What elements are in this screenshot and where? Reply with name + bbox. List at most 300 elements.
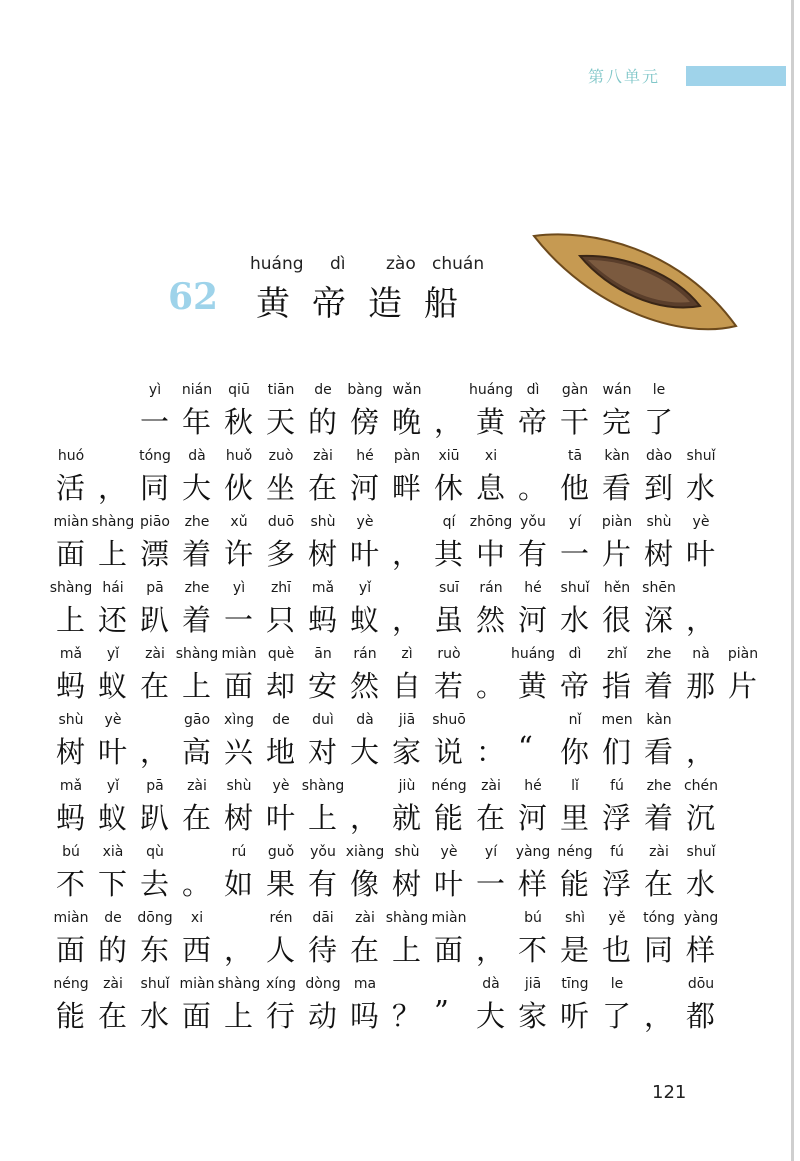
hanzi-char: 指 xyxy=(602,669,632,703)
hanzi-char: 上 xyxy=(392,933,422,967)
pinyin-syllable: men xyxy=(601,712,633,728)
pinyin-syllable: rú xyxy=(231,844,247,860)
pinyin-syllable: miàn xyxy=(53,514,89,530)
pinyin-syllable: xiū xyxy=(438,448,460,464)
pinyin-syllable: dà xyxy=(482,976,500,992)
pinyin-syllable: zhe xyxy=(184,580,210,596)
pinyin-syllable: huáng xyxy=(468,382,514,398)
hanzi-char: 虽 xyxy=(434,603,464,637)
hanzi-char: 兴 xyxy=(224,735,254,769)
hanzi-char: 浮 xyxy=(602,867,632,901)
pinyin-syllable: gāo xyxy=(183,712,211,728)
hanzi-char: 上 xyxy=(308,801,338,835)
pinyin-syllable: hé xyxy=(524,778,542,794)
pinyin-syllable: yǐ xyxy=(358,580,372,596)
hanzi-char: 完 xyxy=(602,405,632,439)
hanzi-char: 看 xyxy=(644,735,674,769)
hanzi-char: 河 xyxy=(518,603,548,637)
hanzi-char: 树 xyxy=(644,537,674,571)
text-line xyxy=(0,778,800,838)
hanzi-char: 深 xyxy=(644,603,674,637)
pinyin-syllable: pàn xyxy=(393,448,421,464)
pinyin-syllable: bàng xyxy=(347,382,383,398)
hanzi-char: 叶 xyxy=(686,537,716,571)
pinyin-syllable: yàng xyxy=(683,910,719,926)
hanzi-char: 大 xyxy=(350,735,380,769)
hanzi-char: 面 xyxy=(56,933,86,967)
hanzi-char: 安 xyxy=(308,669,338,703)
pinyin-syllable: hái xyxy=(102,580,124,596)
hanzi-char: 里 xyxy=(560,801,590,835)
pinyin-syllable: huáng xyxy=(510,646,556,662)
hanzi-char: 蚂 xyxy=(308,603,338,637)
hanzi-char: 在 xyxy=(182,801,212,835)
hanzi-char: 们 xyxy=(602,735,632,769)
pinyin-syllable: dì xyxy=(526,382,540,398)
pinyin-syllable: piàn xyxy=(601,514,633,530)
pinyin-syllable: xi xyxy=(484,448,498,464)
hanzi-char: 对 xyxy=(308,735,338,769)
hanzi-char: 家 xyxy=(392,735,422,769)
hanzi-char: 蚂 xyxy=(56,801,86,835)
hanzi-char: 秋 xyxy=(224,405,254,439)
pinyin-syllable: zhōng xyxy=(469,514,513,530)
hanzi-char: 漂 xyxy=(140,537,170,571)
hanzi-char: 一 xyxy=(476,867,506,901)
pinyin-syllable: wán xyxy=(602,382,632,398)
pinyin-syllable: yě xyxy=(608,910,626,926)
hanzi-char: ， xyxy=(140,735,170,769)
hanzi-char: 蚁 xyxy=(98,801,128,835)
pinyin-syllable: huó xyxy=(57,448,85,464)
hanzi-char: 水 xyxy=(686,471,716,505)
pinyin-syllable: zài xyxy=(649,844,669,860)
pinyin-syllable: yè xyxy=(356,514,374,530)
text-line xyxy=(0,382,800,442)
hanzi-char: 了 xyxy=(644,405,674,439)
hanzi-char: 息 xyxy=(476,471,506,505)
pinyin-syllable: zài xyxy=(145,646,165,662)
hanzi-char: 样 xyxy=(686,933,716,967)
pinyin-syllable: shàng xyxy=(217,976,261,992)
pinyin-syllable: nián xyxy=(181,382,213,398)
hanzi-char: 趴 xyxy=(140,603,170,637)
pinyin-syllable: yàng xyxy=(515,844,551,860)
text-line xyxy=(0,448,800,508)
hanzi-char: 。 xyxy=(182,867,212,901)
lesson-title: 黄帝造船 xyxy=(256,284,480,324)
hanzi-char: 能 xyxy=(434,801,464,835)
hanzi-char: 大 xyxy=(476,999,506,1033)
pinyin-syllable: pā xyxy=(146,580,164,596)
hanzi-char: 在 xyxy=(644,867,674,901)
pinyin-syllable: shù xyxy=(646,514,672,530)
unit-color-bar xyxy=(686,66,786,86)
pinyin-syllable: shàng xyxy=(301,778,345,794)
pinyin-syllable: dāi xyxy=(312,910,334,926)
hanzi-char: 上 xyxy=(56,603,86,637)
pinyin-syllable: yè xyxy=(692,514,710,530)
hanzi-char: 蚂 xyxy=(56,669,86,703)
hanzi-char: 片 xyxy=(728,669,758,703)
hanzi-char: 树 xyxy=(392,867,422,901)
hanzi-char: 上 xyxy=(224,999,254,1033)
pinyin-syllable: mǎ xyxy=(311,580,335,596)
boat-illustration xyxy=(530,228,740,340)
hanzi-char: 很 xyxy=(602,603,632,637)
pinyin-syllable: tiān xyxy=(267,382,295,398)
hanzi-char: 着 xyxy=(182,537,212,571)
hanzi-char: 行 xyxy=(266,999,296,1033)
pinyin-syllable: zhe xyxy=(646,778,672,794)
hanzi-char: 在 xyxy=(476,801,506,835)
pinyin-syllable: dà xyxy=(188,448,206,464)
hanzi-char: 是 xyxy=(560,933,590,967)
pinyin-syllable: miàn xyxy=(53,910,89,926)
pinyin-syllable: jiā xyxy=(524,976,542,992)
pinyin-syllable: mǎ xyxy=(59,646,83,662)
hanzi-char: 沉 xyxy=(686,801,716,835)
hanzi-char: 的 xyxy=(98,933,128,967)
hanzi-char: 片 xyxy=(602,537,632,571)
hanzi-char: “ xyxy=(518,730,533,764)
pinyin-syllable: le xyxy=(610,976,624,992)
hanzi-char: ， xyxy=(434,405,464,439)
pinyin-syllable: zhī xyxy=(270,580,292,596)
pinyin-syllable: yǒu xyxy=(310,844,336,860)
hanzi-char: 西 xyxy=(182,933,212,967)
hanzi-char: 帝 xyxy=(560,669,590,703)
pinyin-syllable: mǎ xyxy=(59,778,83,794)
text-line xyxy=(0,514,800,574)
pinyin-syllable: shàng xyxy=(49,580,93,596)
hanzi-char: 水 xyxy=(560,603,590,637)
pinyin-syllable: shuǐ xyxy=(140,976,170,992)
hanzi-char: 其 xyxy=(434,537,464,571)
title-pinyin-syllable: chuán xyxy=(432,254,485,274)
hanzi-char: 还 xyxy=(98,603,128,637)
hanzi-char: 活 xyxy=(56,471,86,505)
pinyin-syllable: què xyxy=(267,646,295,662)
pinyin-syllable: guǒ xyxy=(267,844,295,860)
pinyin-syllable: dōu xyxy=(687,976,715,992)
pinyin-syllable: zhǐ xyxy=(606,646,628,662)
pinyin-syllable: shuǐ xyxy=(686,448,716,464)
hanzi-char: 看 xyxy=(602,471,632,505)
pinyin-syllable: jiā xyxy=(398,712,416,728)
text-line xyxy=(0,910,800,970)
hanzi-char: 中 xyxy=(476,537,506,571)
pinyin-syllable: tóng xyxy=(139,448,171,464)
pinyin-syllable: fú xyxy=(610,778,624,794)
hanzi-char: 东 xyxy=(140,933,170,967)
hanzi-char: 在 xyxy=(140,669,170,703)
hanzi-char: 在 xyxy=(308,471,338,505)
hanzi-char: 面 xyxy=(434,933,464,967)
hanzi-char: 坐 xyxy=(266,471,296,505)
pinyin-syllable: tā xyxy=(567,448,583,464)
pinyin-syllable: hé xyxy=(524,580,542,596)
hanzi-char: 。 xyxy=(518,471,548,505)
hanzi-char: 人 xyxy=(266,933,296,967)
pinyin-syllable: néng xyxy=(431,778,467,794)
pinyin-syllable: pā xyxy=(146,778,164,794)
pinyin-syllable: miàn xyxy=(431,910,467,926)
hanzi-char: 有 xyxy=(308,867,338,901)
pinyin-syllable: shuō xyxy=(432,712,466,728)
hanzi-char: 他 xyxy=(560,471,590,505)
pinyin-syllable: kàn xyxy=(646,712,672,728)
pinyin-syllable: xià xyxy=(102,844,124,860)
pinyin-syllable: wǎn xyxy=(392,382,422,398)
hanzi-char: 蚁 xyxy=(98,669,128,703)
hanzi-char: 面 xyxy=(182,999,212,1033)
lesson-number: 62 xyxy=(168,276,219,318)
pinyin-syllable: yì xyxy=(148,382,162,398)
pinyin-syllable: ruò xyxy=(437,646,461,662)
hanzi-char: 说 xyxy=(434,735,464,769)
pinyin-syllable: gàn xyxy=(561,382,589,398)
pinyin-syllable: bú xyxy=(524,910,542,926)
pinyin-syllable: shù xyxy=(58,712,84,728)
hanzi-char: 那 xyxy=(686,669,716,703)
hanzi-char: 一 xyxy=(224,603,254,637)
hanzi-char: 天 xyxy=(266,405,296,439)
pinyin-syllable: shuǐ xyxy=(686,844,716,860)
pinyin-syllable: qí xyxy=(442,514,456,530)
hanzi-char: ， xyxy=(224,933,254,967)
hanzi-char: 就 xyxy=(392,801,422,835)
pinyin-syllable: zài xyxy=(313,448,333,464)
hanzi-char: 。 xyxy=(476,669,506,703)
text-line xyxy=(0,712,800,772)
pinyin-syllable: nǐ xyxy=(568,712,582,728)
pinyin-syllable: yí xyxy=(568,514,582,530)
pinyin-syllable: dōng xyxy=(137,910,173,926)
hanzi-char: 同 xyxy=(140,471,170,505)
hanzi-char: 面 xyxy=(56,537,86,571)
pinyin-syllable: le xyxy=(652,382,666,398)
text-line xyxy=(0,646,800,706)
hanzi-char: 年 xyxy=(182,405,212,439)
pinyin-syllable: yǐ xyxy=(106,646,120,662)
pinyin-syllable: zhe xyxy=(184,514,210,530)
pinyin-syllable: suī xyxy=(438,580,460,596)
pinyin-syllable: nà xyxy=(692,646,710,662)
hanzi-char: 同 xyxy=(644,933,674,967)
hanzi-char: 到 xyxy=(644,471,674,505)
pinyin-syllable: rén xyxy=(269,910,293,926)
hanzi-char: 像 xyxy=(350,867,380,901)
pinyin-syllable: dà xyxy=(356,712,374,728)
pinyin-syllable: shù xyxy=(310,514,336,530)
pinyin-syllable: shuǐ xyxy=(560,580,590,596)
hanzi-char: 着 xyxy=(644,801,674,835)
hanzi-char: 大 xyxy=(182,471,212,505)
pinyin-syllable: qù xyxy=(146,844,164,860)
pinyin-syllable: xǔ xyxy=(230,514,248,530)
pinyin-syllable: de xyxy=(104,910,122,926)
pinyin-syllable: jiù xyxy=(398,778,416,794)
hanzi-char: 黄 xyxy=(518,669,548,703)
unit-label: 第八单元 xyxy=(588,67,661,86)
hanzi-char: 蚁 xyxy=(350,603,380,637)
hanzi-char: 的 xyxy=(308,405,338,439)
pinyin-syllable: miàn xyxy=(221,646,257,662)
hanzi-char: ， xyxy=(476,933,506,967)
pinyin-syllable: zuò xyxy=(268,448,294,464)
pinyin-syllable: piāo xyxy=(140,514,170,530)
hanzi-char: 都 xyxy=(686,999,716,1033)
hanzi-char: 有 xyxy=(518,537,548,571)
hanzi-char: 黄 xyxy=(476,405,506,439)
pinyin-syllable: xìng xyxy=(224,712,254,728)
hanzi-char: 干 xyxy=(560,405,590,439)
hanzi-char: 自 xyxy=(392,669,422,703)
pinyin-syllable: hěn xyxy=(603,580,631,596)
hanzi-char: 也 xyxy=(602,933,632,967)
pinyin-syllable: zài xyxy=(481,778,501,794)
pinyin-syllable: de xyxy=(314,382,332,398)
pinyin-syllable: néng xyxy=(557,844,593,860)
hanzi-char: 许 xyxy=(224,537,254,571)
text-line xyxy=(0,580,800,640)
hanzi-char: 样 xyxy=(518,867,548,901)
hanzi-char: 树 xyxy=(224,801,254,835)
hanzi-char: ， xyxy=(350,801,380,835)
pinyin-syllable: shàng xyxy=(91,514,135,530)
hanzi-char: 下 xyxy=(98,867,128,901)
unit-header xyxy=(588,64,798,88)
hanzi-char: 畔 xyxy=(392,471,422,505)
pinyin-syllable: yè xyxy=(104,712,122,728)
pinyin-syllable: piàn xyxy=(727,646,759,662)
hanzi-char: 果 xyxy=(266,867,296,901)
title-pinyin-syllable: huáng xyxy=(250,254,304,274)
pinyin-syllable: fú xyxy=(610,844,624,860)
hanzi-char: 吗 xyxy=(350,999,380,1033)
pinyin-syllable: xíng xyxy=(266,976,296,992)
hanzi-char: 浮 xyxy=(602,801,632,835)
pinyin-syllable: zài xyxy=(355,910,375,926)
hanzi-char: 在 xyxy=(350,933,380,967)
pinyin-syllable: néng xyxy=(53,976,89,992)
pinyin-syllable: shēn xyxy=(642,580,676,596)
hanzi-char: 多 xyxy=(266,537,296,571)
pinyin-syllable: huǒ xyxy=(225,448,253,464)
hanzi-char: 能 xyxy=(560,867,590,901)
pinyin-syllable: de xyxy=(272,712,290,728)
pinyin-syllable: xi xyxy=(190,910,204,926)
pinyin-syllable: tīng xyxy=(561,976,589,992)
pinyin-syllable: yǒu xyxy=(520,514,546,530)
hanzi-char: 能 xyxy=(56,999,86,1033)
hanzi-char: 若 xyxy=(434,669,464,703)
text-line xyxy=(0,976,800,1036)
hanzi-char: 你 xyxy=(560,735,590,769)
pinyin-syllable: zhe xyxy=(646,646,672,662)
pinyin-syllable: tóng xyxy=(643,910,675,926)
hanzi-char: 面 xyxy=(224,669,254,703)
hanzi-char: ？ xyxy=(392,999,422,1033)
hanzi-char: 帝 xyxy=(518,405,548,439)
pinyin-syllable: chén xyxy=(683,778,719,794)
pinyin-syllable: qiū xyxy=(228,382,250,398)
hanzi-char: ” xyxy=(434,994,449,1028)
hanzi-char: 上 xyxy=(98,537,128,571)
pinyin-syllable: zài xyxy=(187,778,207,794)
pinyin-syllable: bú xyxy=(62,844,80,860)
hanzi-char: 一 xyxy=(560,537,590,571)
hanzi-char: 然 xyxy=(476,603,506,637)
hanzi-char: 河 xyxy=(350,471,380,505)
pinyin-syllable: shù xyxy=(394,844,420,860)
pinyin-syllable: duō xyxy=(267,514,295,530)
hanzi-char: 一 xyxy=(140,405,170,439)
hanzi-char: 却 xyxy=(266,669,296,703)
pinyin-syllable: miàn xyxy=(179,976,215,992)
hanzi-char: 水 xyxy=(140,999,170,1033)
hanzi-char: 水 xyxy=(686,867,716,901)
pinyin-syllable: yì xyxy=(232,580,246,596)
pinyin-syllable: shì xyxy=(564,910,586,926)
pinyin-syllable: rán xyxy=(353,646,377,662)
hanzi-char: 在 xyxy=(98,999,128,1033)
hanzi-char: 然 xyxy=(350,669,380,703)
pinyin-syllable: dào xyxy=(645,448,673,464)
pinyin-syllable: kàn xyxy=(604,448,630,464)
pinyin-syllable: yǐ xyxy=(106,778,120,794)
pinyin-syllable: yè xyxy=(272,778,290,794)
hanzi-char: 叶 xyxy=(434,867,464,901)
text-line xyxy=(0,844,800,904)
pinyin-syllable: ma xyxy=(353,976,377,992)
hanzi-char: ， xyxy=(686,603,716,637)
hanzi-char: 如 xyxy=(224,867,254,901)
hanzi-char: ， xyxy=(98,471,128,505)
hanzi-char: 着 xyxy=(182,603,212,637)
hanzi-char: 树 xyxy=(56,735,86,769)
hanzi-char: ， xyxy=(644,999,674,1033)
hanzi-char: 趴 xyxy=(140,801,170,835)
pinyin-syllable: dì xyxy=(568,646,582,662)
hanzi-char: 河 xyxy=(518,801,548,835)
pinyin-syllable: shàng xyxy=(385,910,429,926)
hanzi-char: 不 xyxy=(518,933,548,967)
hanzi-char: 高 xyxy=(182,735,212,769)
hanzi-char: 叶 xyxy=(98,735,128,769)
pinyin-syllable: lǐ xyxy=(571,778,579,794)
hanzi-char: 傍 xyxy=(350,405,380,439)
hanzi-char: 上 xyxy=(182,669,212,703)
hanzi-char: 叶 xyxy=(266,801,296,835)
hanzi-char: 听 xyxy=(560,999,590,1033)
hanzi-char: 家 xyxy=(518,999,548,1033)
title-pinyin-syllable: dì xyxy=(330,254,346,274)
pinyin-syllable: zài xyxy=(103,976,123,992)
hanzi-char: 动 xyxy=(308,999,338,1033)
page-number: 121 xyxy=(652,1082,687,1103)
hanzi-char: 待 xyxy=(308,933,338,967)
pinyin-syllable: hé xyxy=(356,448,374,464)
hanzi-char: 叶 xyxy=(350,537,380,571)
pinyin-syllable: dòng xyxy=(305,976,341,992)
hanzi-char: 地 xyxy=(266,735,296,769)
hanzi-char: ： xyxy=(476,735,506,769)
hanzi-char: 只 xyxy=(266,603,296,637)
hanzi-char: 去 xyxy=(140,867,170,901)
pinyin-syllable: xiàng xyxy=(345,844,385,860)
